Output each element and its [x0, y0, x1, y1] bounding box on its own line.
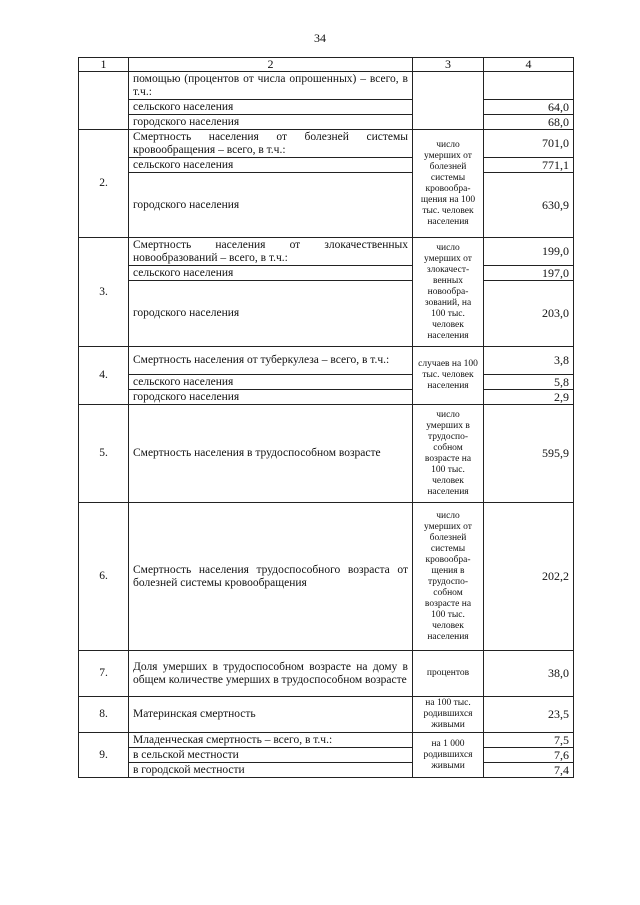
indicator-title: Смертность населения от туберкулеза – всего, в т.ч.:	[129, 347, 413, 375]
indicator-value: 203,0	[484, 281, 574, 347]
indicator-sub: в городской местности	[129, 763, 413, 778]
table-row	[79, 130, 574, 158]
header-col-3: 3	[413, 58, 484, 72]
row-number: 5.	[79, 405, 129, 503]
indicator-sub: городского населения	[129, 115, 413, 130]
indicator-sub: городского населения	[129, 281, 413, 347]
indicator-sub: в сельской местности	[129, 748, 413, 763]
row-number: 7.	[79, 651, 129, 697]
indicator-sub: сельского населения	[129, 266, 413, 281]
indicator-unit: число умерших в трудоспо-собном возрасте на 100 тыс. человек населения	[413, 405, 484, 503]
indicator-value: 202,2	[484, 503, 574, 651]
table-row	[79, 238, 574, 266]
indicator-title: Смертность населения трудоспособного возраста от болезней системы кровообращения	[129, 503, 413, 651]
indicator-value: 595,9	[484, 405, 574, 503]
indicator-unit: случаев на 100 тыс. человек населения	[413, 347, 484, 405]
table-row	[79, 158, 574, 173]
indicator-sub: сельского населения	[129, 158, 413, 173]
table-row	[79, 763, 574, 778]
indicator-value: 701,0	[484, 130, 574, 158]
indicator-unit: число умерших от болезней системы кровообра-щения на 100 тыс. человек населения	[413, 130, 484, 238]
row-number: 9.	[79, 733, 129, 778]
indicator-title: Материнская смертность	[129, 697, 413, 733]
indicator-value: 3,8	[484, 347, 574, 375]
table-row	[79, 115, 574, 130]
indicator-value: 5,8	[484, 375, 574, 390]
row-number: 6.	[79, 503, 129, 651]
indicator-value: 64,0	[484, 100, 574, 115]
header-col-4: 4	[484, 58, 574, 72]
indicator-value: 199,0	[484, 238, 574, 266]
table-row	[79, 173, 574, 238]
indicator-sub: городского населения	[129, 390, 413, 405]
table-header-row	[79, 58, 574, 72]
table-row	[79, 733, 574, 748]
row-number: 3.	[79, 238, 129, 347]
indicator-value: 38,0	[484, 651, 574, 697]
indicator-title: Доля умерших в трудоспособном возрасте на дому в общем количестве умерших в трудоспособном возрасте	[129, 651, 413, 697]
indicators-table	[78, 57, 574, 778]
indicator-title: Смертность населения от болезней системы кровообращения – всего, в т.ч.:	[129, 130, 413, 158]
header-col-1: 1	[79, 58, 129, 72]
indicator-title: Смертность населения в трудоспособном возрасте	[129, 405, 413, 503]
indicator-title: помощью (процентов от числа опрошенных) – всего, в т.ч.:	[129, 72, 413, 100]
table-row	[79, 503, 574, 651]
indicator-sub: городского населения	[129, 173, 413, 238]
indicator-sub: сельского населения	[129, 375, 413, 390]
header-col-2: 2	[129, 58, 413, 72]
indicator-value: 7,5	[484, 733, 574, 748]
indicator-value: 771,1	[484, 158, 574, 173]
table-row	[79, 651, 574, 697]
row-number: 8.	[79, 697, 129, 733]
indicator-value: 630,9	[484, 173, 574, 238]
indicator-unit: число умерших от злокачест-венных новообра-зований, на 100 тыс. человек населения	[413, 238, 484, 347]
table-row	[79, 72, 574, 100]
indicator-unit: на 1 000 родившихся живыми	[413, 733, 484, 778]
indicator-unit: на 100 тыс. родившихся живыми	[413, 697, 484, 733]
indicator-value: 68,0	[484, 115, 574, 130]
indicator-value: 23,5	[484, 697, 574, 733]
table-row	[79, 748, 574, 763]
indicator-unit: число умерших от болезней системы кровообра-щения в трудоспо-собном возрасте на 100 тыс. человек населения	[413, 503, 484, 651]
table-row	[79, 390, 574, 405]
table-row	[79, 100, 574, 115]
row-number: 4.	[79, 347, 129, 405]
row-number: 2.	[79, 130, 129, 238]
table-row	[79, 281, 574, 347]
indicator-unit: процентов	[413, 651, 484, 697]
table-row	[79, 697, 574, 733]
table-row	[79, 375, 574, 390]
indicator-value: 197,0	[484, 266, 574, 281]
table-row	[79, 266, 574, 281]
table-row	[79, 347, 574, 375]
indicator-title: Младенческая смертность – всего, в т.ч.:	[129, 733, 413, 748]
indicator-value: 2,9	[484, 390, 574, 405]
page-number: 34	[314, 31, 326, 45]
table-row	[79, 405, 574, 503]
indicator-title: Смертность населения от злокачественных новообразований – всего, в т.ч.:	[129, 238, 413, 266]
indicator-value: 7,4	[484, 763, 574, 778]
indicator-value: 7,6	[484, 748, 574, 763]
indicator-sub: сельского населения	[129, 100, 413, 115]
